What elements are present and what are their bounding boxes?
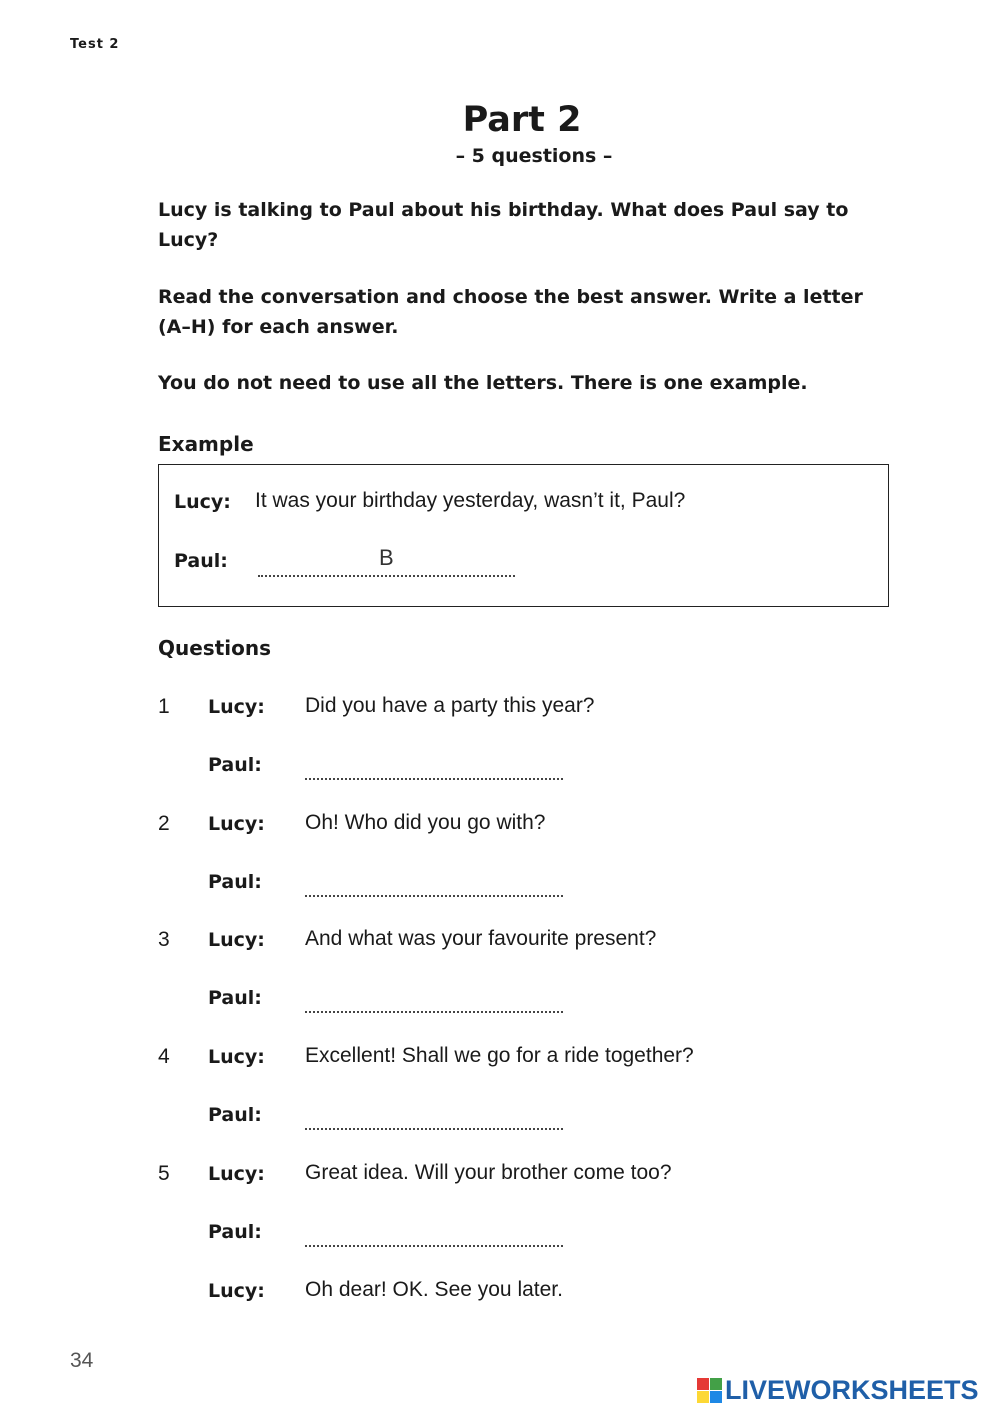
answer-field-1[interactable] bbox=[305, 778, 563, 780]
part-subtitle: – 5 questions – bbox=[455, 145, 613, 167]
example-speaker-paul: Paul: bbox=[174, 550, 228, 572]
question-lucy-label: Lucy: bbox=[208, 929, 265, 951]
instruction-1: Lucy is talking to Paul about his birthday. What does Paul say to Lucy? bbox=[158, 199, 849, 251]
question-lucy-line: Oh! Who did you go with? bbox=[305, 811, 546, 834]
example-answer: B bbox=[379, 545, 394, 570]
liveworksheets-wordmark: LIVEWORKSHEETS bbox=[725, 1375, 979, 1405]
question-lucy-line: Did you have a party this year? bbox=[305, 694, 595, 717]
closing-lucy-label: Lucy: bbox=[208, 1280, 265, 1302]
question-lucy-label: Lucy: bbox=[208, 1046, 265, 1068]
question-number: 2 bbox=[158, 812, 170, 835]
example-speaker-lucy: Lucy: bbox=[174, 491, 231, 513]
question-number: 3 bbox=[158, 928, 170, 951]
test-label: Test 2 bbox=[70, 37, 120, 52]
liveworksheets-logo[interactable] bbox=[697, 1375, 979, 1406]
part-title: Part 2 bbox=[462, 100, 582, 140]
answer-field-4[interactable] bbox=[305, 1128, 563, 1130]
question-lucy-line: Great idea. Will your brother come too? bbox=[305, 1161, 672, 1184]
questions-heading: Questions bbox=[158, 636, 272, 660]
question-lucy-label: Lucy: bbox=[208, 813, 265, 835]
closing-lucy-line: Oh dear! OK. See you later. bbox=[305, 1278, 563, 1301]
question-paul-label: Paul: bbox=[208, 754, 262, 776]
example-box bbox=[158, 464, 889, 607]
page-number: 34 bbox=[70, 1349, 94, 1372]
question-paul-label: Paul: bbox=[208, 1221, 262, 1243]
example-lucy-line: It was your birthday yesterday, wasn’t it, Paul? bbox=[255, 489, 686, 512]
question-lucy-label: Lucy: bbox=[208, 1163, 265, 1185]
instruction-2: Read the conversation and choose the best answer. Write a letter (A–H) for each answer. bbox=[158, 286, 863, 338]
answer-field-3[interactable] bbox=[305, 1011, 563, 1013]
liveworksheets-grid-icon bbox=[697, 1378, 723, 1404]
question-paul-label: Paul: bbox=[208, 1104, 262, 1126]
instruction-3: You do not need to use all the letters. There is one example. bbox=[158, 372, 808, 394]
question-paul-label: Paul: bbox=[208, 987, 262, 1009]
example-answer-line bbox=[258, 575, 515, 577]
question-number: 1 bbox=[158, 695, 170, 718]
question-lucy-label: Lucy: bbox=[208, 696, 265, 718]
question-number: 5 bbox=[158, 1162, 170, 1185]
question-number: 4 bbox=[158, 1045, 170, 1068]
answer-field-2[interactable] bbox=[305, 895, 563, 897]
question-lucy-line: And what was your favourite present? bbox=[305, 927, 657, 950]
example-heading: Example bbox=[158, 432, 254, 456]
answer-field-5[interactable] bbox=[305, 1245, 563, 1247]
question-lucy-line: Excellent! Shall we go for a ride together? bbox=[305, 1044, 694, 1067]
question-paul-label: Paul: bbox=[208, 871, 262, 893]
